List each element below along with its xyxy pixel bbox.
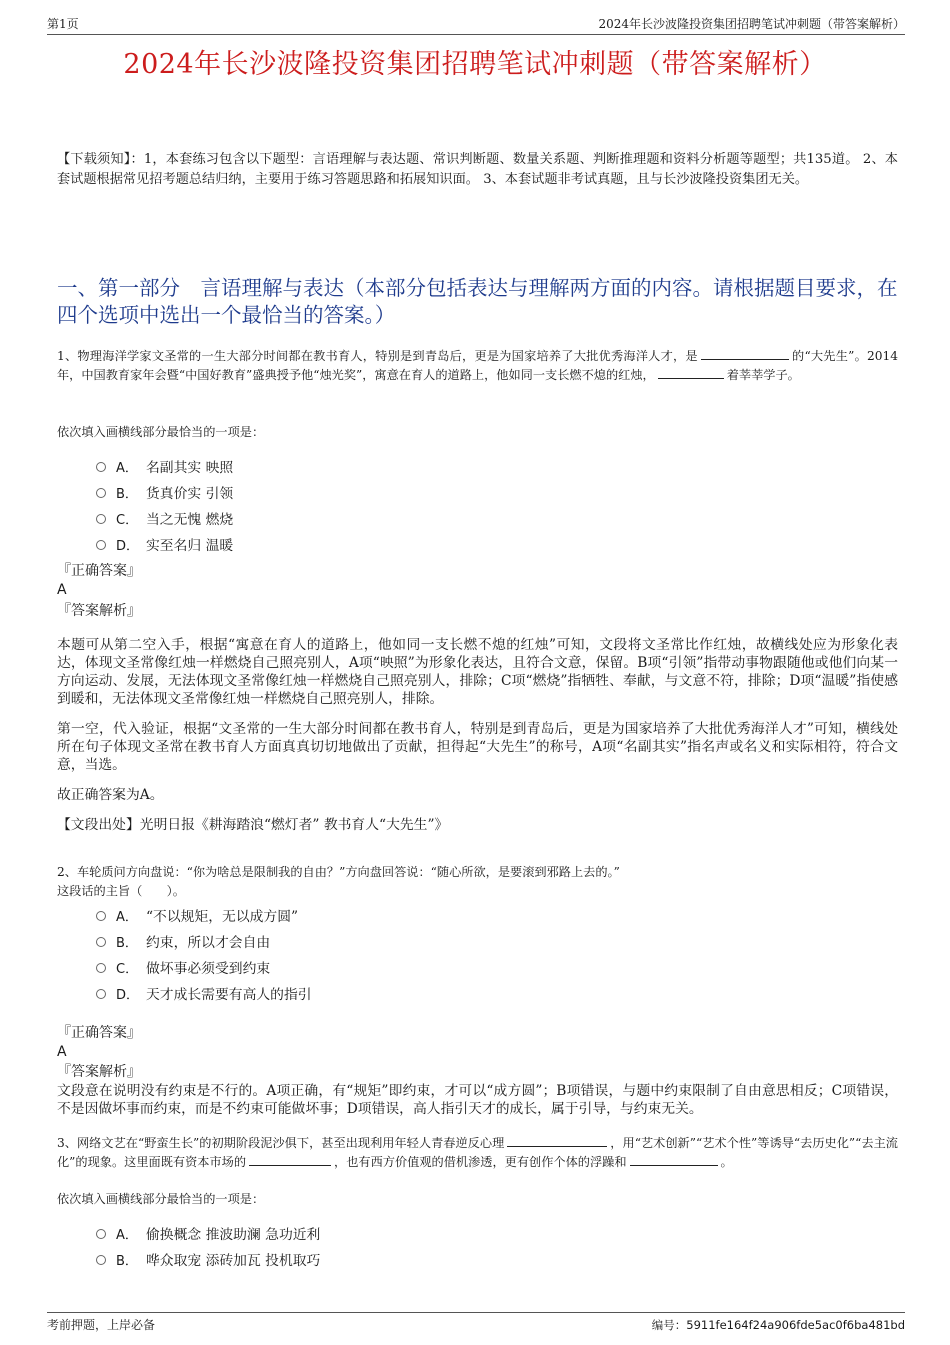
question-3-options [96,1220,320,1272]
option-a[interactable]: A． 偷换概念 推波助澜 急功近利 [96,1220,320,1246]
analysis-label: 『答案解析』 [57,603,141,619]
page-number: 第1页 [47,17,79,31]
question-2-explanation: 文段意在说明没有约束是不行的。A项正确，有“规矩”即约束，才可以“成方圆”；B项错误，与题中约束限制了自由意思相反；C项错误，不是因做坏事而约束，而是不约束可能做坏事；D项错误，高人指引天才的成长，属于引导，与约束无关。 [57,1083,898,1117]
radio-icon[interactable] [96,989,106,999]
question-3-stem: 3、网络文艺在“野蛮生长”的初期阶段泥沙俱下，甚至出现利用年轻人青春逆反心理 ，用“艺术创新”“艺术个性”等诱导“去历史化”“去主流化”的现象。这里面既有资本市场的 ，也有西方价值观的借机渗透，更有创作个体的浮躁和 。 [57,1136,898,1169]
page-footer [47,1312,905,1333]
option-a[interactable]: A． 名副其实 映照 [96,453,233,479]
section-heading: 一、第一部分 言语理解与表达（本部分包括表达与理解两方面的内容。请根据题目要求，在四个选项中选出一个最恰当的答案。） [57,276,898,327]
option-b[interactable]: B． 哗众取宠 添砖加瓦 投机取巧 [96,1246,320,1272]
question-2-stem: 2、车轮质问方向盘说：“你为啥总是限制我的自由？”方向盘回答说：“随心所欲，是要滚到邪路上去的。” 这段话的主旨（ ）。 [57,865,620,898]
question-1-explanation [57,636,898,846]
explanation-paragraph: 第一空，代入验证，根据“文圣常的一生大部分时间都在教书育人，特别是到青岛后，更是为国家培养了大批优秀海洋人才”可知，横线处所在句子体现文圣常在教书育人方面真真切切地做出了贡献，担得起“大先生”的称号，A项“名副其实”指名声或名义和实际相符，符合文意，当选。 [57,721,898,773]
option-c[interactable]: C． 做坏事必须受到约束 [96,954,312,980]
header-doc-title: 2024年长沙波隆投资集团招聘笔试冲刺题（带答案解析） [598,17,905,31]
footer-slogan: 考前押题，上岸必备 [47,1318,156,1332]
question-1-options [96,453,233,557]
document-code: 编号：5911fe164f24a906fde5ac0f6ba481bd [651,1318,905,1332]
radio-icon[interactable] [96,1255,106,1265]
correct-answer-label: 『正确答案』 [57,1025,141,1041]
radio-icon[interactable] [96,540,106,550]
correct-answer-value: A [57,1044,67,1060]
radio-icon[interactable] [96,911,106,921]
radio-icon[interactable] [96,462,106,472]
explanation-paragraph: 本题可从第二空入手，根据“寓意在育人的道路上，他如同一支长燃不熄的红烛”可知，文段将文圣常比作红烛，故横线处应为形象化表达，体现文圣常像红烛一样燃烧自己照亮别人，A项“映照”为形象化表达，且符合文意，保留。B项“引领”指带动事物跟随他或他们向某一方向运动、发展，无法体现文圣常像红烛一样燃烧自己照亮别人，排除；C项“燃烧”指牺牲、奉献，与文意不符，排除；D项“温暖”指使感到暖和，无法体现文圣常像红烛一样燃烧自己照亮别人，排除。 [57,637,898,707]
blank [507,1134,607,1147]
radio-icon[interactable] [96,514,106,524]
download-notice: 【下载须知】：1，本套练习包含以下题型：言语理解与表达题、常识判断题、数量关系题、判断推理题和资料分析题等题型；共135道。 2、本套试题根据常见招考题总结归纳，主要用于练习答题思路和拓展知识面。 3、本套试题非考试真题，且与长沙波隆投资集团无关。 [57,152,898,187]
question-1-stem: 1、物理海洋学家文圣常的一生大部分时间都在教书育人，特别是到青岛后，更是为国家培养了大批优秀海洋人才，是 的“大先生”。2014年，中国教育家年会暨“中国好教育”盛典授予他“烛光奖”，寓意在育人的道路上，他如同一支长燃不熄的红烛， 着莘莘学子。 [57,349,898,382]
correct-answer-label: 『正确答案』 [57,563,141,579]
option-c[interactable]: C． 当之无愧 燃烧 [96,505,233,531]
radio-icon[interactable] [96,937,106,947]
option-b[interactable]: B． 约束，所以才会自由 [96,928,312,954]
document-title: 2024年长沙波隆投资集团招聘笔试冲刺题（带答案解析） [123,49,827,80]
blank [701,347,789,360]
option-b[interactable]: B． 货真价实 引领 [96,479,233,505]
option-a[interactable]: A． “不以规矩，无以成方圆” [96,902,312,928]
analysis-label: 『答案解析』 [57,1064,141,1080]
question-1-prompt: 依次填入画横线部分最恰当的一项是： [57,425,265,439]
correct-answer-value: A [57,582,67,598]
radio-icon[interactable] [96,488,106,498]
question-2-options [96,902,312,1006]
blank [630,1153,718,1166]
radio-icon[interactable] [96,1229,106,1239]
blank [249,1153,331,1166]
source-citation: 【文段出处】光明日报《耕海踏浪“燃灯者” 教书育人“大先生”》 [57,817,449,833]
blank [658,366,724,379]
option-d[interactable]: D． 实至名归 温暖 [96,531,233,557]
explanation-paragraph: 故正确答案为A。 [57,787,164,803]
radio-icon[interactable] [96,963,106,973]
question-3-prompt: 依次填入画横线部分最恰当的一项是： [57,1192,265,1206]
option-d[interactable]: D． 天才成长需要有高人的指引 [96,980,312,1006]
page-header [47,14,905,35]
